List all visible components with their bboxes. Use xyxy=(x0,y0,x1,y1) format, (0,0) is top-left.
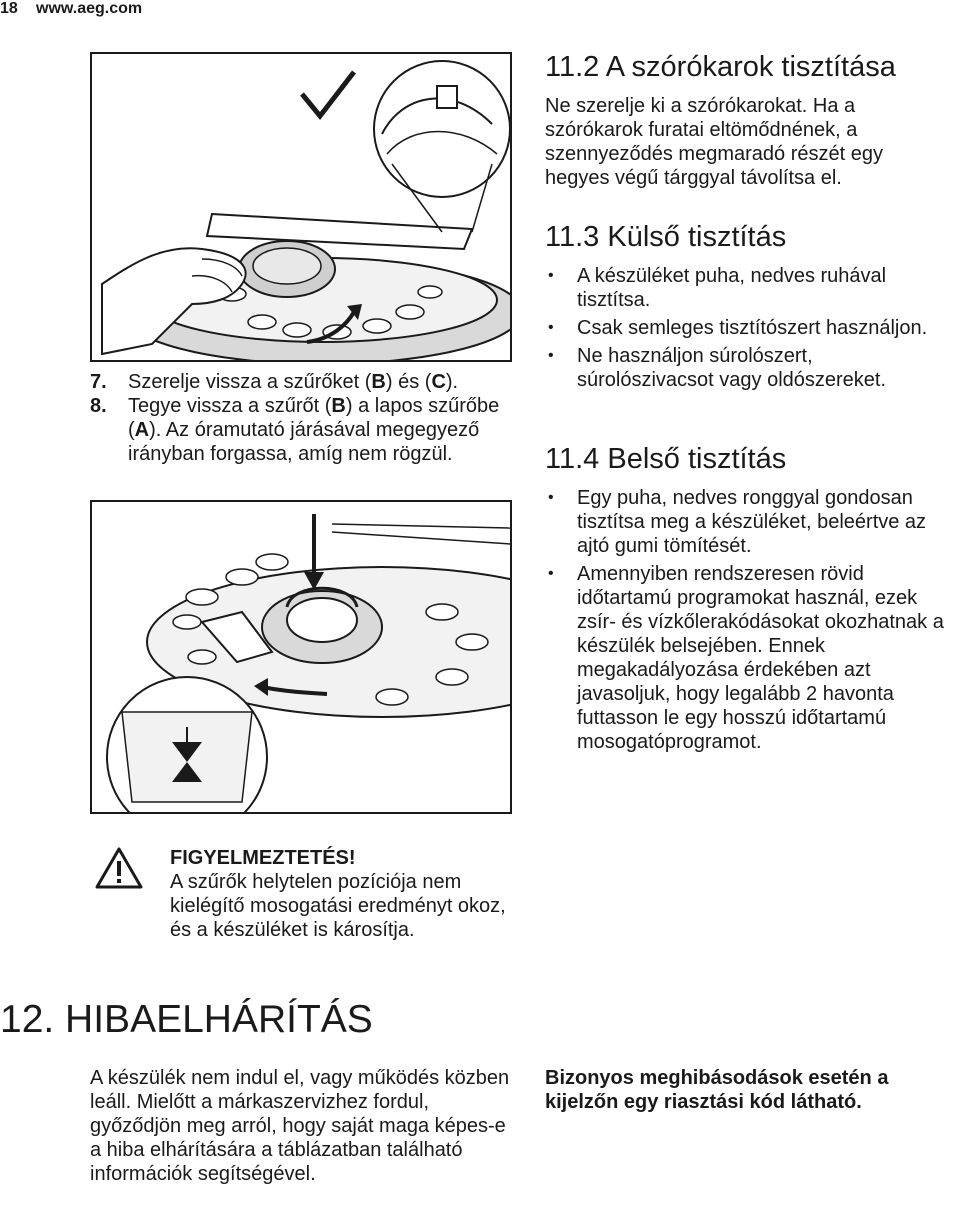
bullet-list xyxy=(545,486,950,754)
step-text: Szerelje vissza a szűrőket (B) és (C). xyxy=(128,371,459,393)
illustration-filter-top xyxy=(90,52,512,362)
assembly-steps xyxy=(90,370,510,466)
list-item: • Ne használjon súrolószert, súrolószivacsot vagy oldószereket. xyxy=(545,344,950,392)
alarm-code-note: Bizonyos meghibásodások esetén a kijelzőn egy riasztási kód látható. xyxy=(545,1067,889,1113)
step-8 xyxy=(90,394,510,466)
warning-box xyxy=(170,846,510,942)
list-item: • Csak semleges tisztítószert használjon. xyxy=(545,316,950,340)
step-text: Tegye vissza a szűrőt (B) a lapos szűrőbe (A). Az óramutató járásával megegyező irányban forgassa, amíg nem rögzül. xyxy=(128,395,500,465)
illustration-filter-lock xyxy=(90,500,512,814)
section-body: Ne szerelje ki a szórókarokat. Ha a szórókarok furatai eltömődnének, a szennyeződés megmaradó részét egy hegyes végű tárggyal távolítsa el. xyxy=(545,95,883,189)
section-11-3 xyxy=(545,220,950,396)
check-icon xyxy=(302,72,354,116)
chapter-title: 12. HIBAELHÁRÍTÁS xyxy=(0,998,373,1041)
warning-title: FIGYELMEZTETÉS! xyxy=(170,847,356,869)
warning-triangle-icon xyxy=(94,846,144,890)
filter-lock-svg xyxy=(92,502,510,812)
troubleshooting-intro: A készülék nem indul el, vagy működés közben leáll. Mielőtt a márkaszervizhez fordul, győződjön meg arról, hogy saját maga képes-e a hiba elhárítására a táblázatban található információk segítségével. xyxy=(90,1067,510,1185)
section-11-4 xyxy=(545,442,950,758)
section-title: 11.4 Belső tisztítás xyxy=(545,443,787,475)
list-item: • Egy puha, nedves ronggyal gondosan tisztítsa meg a készüléket, beleértve az ajtó gumi tömítését. xyxy=(545,486,950,558)
header-url: www.aeg.com xyxy=(36,0,143,17)
step-number: 7. xyxy=(90,371,107,393)
list-item: • A készüléket puha, nedves ruhával tisztítsa. xyxy=(545,264,950,312)
warning-body: A szűrők helytelen pozíciója nem kielégítő mosogatási eredményt okoz, és a készüléket is károsítja. xyxy=(170,871,506,941)
step-7 xyxy=(90,370,510,394)
section-title: 11.2 A szórókarok tisztítása xyxy=(545,51,896,83)
section-title: 11.3 Külső tisztítás xyxy=(545,221,787,253)
filter-illustration-svg xyxy=(92,54,510,360)
bullet-list xyxy=(545,264,950,392)
section-11-2 xyxy=(545,50,950,190)
chapter-12 xyxy=(0,998,500,1042)
list-item: • Amennyiben rendszeresen rövid időtartamú programokat használ, ezek zsír- és vízkőlerakódásokat okozhatnak a készülék belsejében. Ennek megakadályozása érdekében azt javasoljuk, hogy legalább 2 havonta futtasson le egy hosszú időtartamú mosogatóprogramot. xyxy=(545,562,950,754)
step-number: 8. xyxy=(90,395,107,417)
page-number: 18 xyxy=(0,0,18,17)
